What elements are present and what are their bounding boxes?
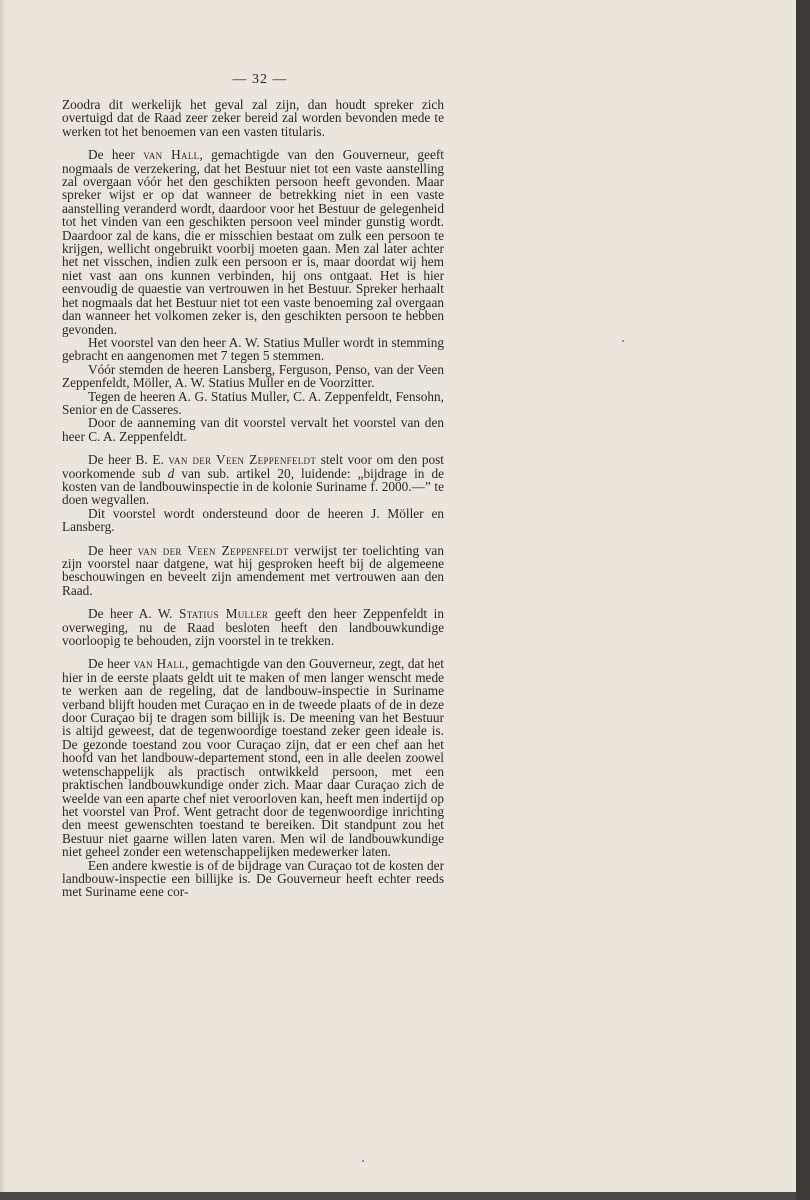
paragraph <box>62 148 444 336</box>
text-run: Een andere kwestie is of de bijdrage van Curaçao tot de kosten der landbouw-inspectie een billijke is. De Gouverneur heeft echter reeds met Suriname eene cor- <box>62 857 444 900</box>
text-run: De heer <box>88 656 134 672</box>
text-run: , gemachtigde van den Gouverneur, geeft nogmaals de verzekering, dat het Bestuur niet tot een vaste aanstelling zal overgaan vóór het den geschikten persoon heeft gevonden. Maar spreker wijst er op dat wanneer de betrekking niet in een vaste aanstelling veranderd wordt, daardoor voor het Bestuur de gelegenheid tot het vinden van een geschikten persoon veel minder gunstig wordt. Daardoor zal de kans, die er misschien bestaat om zulk een persoon te krijgen, wellicht ongebruikt voorbij moeten gaan. Men zal later achter het net visschen, indien zulk een persoon er is, maar doordat wij hem niet vast aan ons kunnen verbinden, hij ons ontgaat. Het is hier eenvoudig de quaestie van vertrouwen in het Bestuur. Spreker herhaalt het nogmaals dat het Bestuur niet tot een vaste benoeming zal overgaan dan wanneer het volkomen zeker is, den geschikten persoon te hebben gevonden. <box>62 147 444 337</box>
page-number: — 32 — <box>232 72 288 87</box>
italic-text: d <box>167 465 175 481</box>
paragraph <box>62 544 444 598</box>
name-smallcaps: van Hall <box>133 656 185 672</box>
paragraph <box>62 336 444 363</box>
text-run: stelt voor om den post voorkomende sub <box>62 452 444 481</box>
name-smallcaps: van der Veen Zeppenfeldt <box>137 542 289 558</box>
text-run: Dit voorstel wordt ondersteund door de heeren J. Möller en Lansberg. <box>62 505 444 535</box>
text-run: Vóór stemden de heeren Lansberg, Ferguson, Penso, van der Veen Zeppenfeldt, Möller, A. W. Statius Muller en de Voorzitter. <box>62 361 444 391</box>
body-text <box>62 98 444 899</box>
paragraph <box>62 657 444 858</box>
text-run: geeft den heer Zeppenfeldt in overweging, nu de Raad besloten heeft den landbouwkundige voorloopig te behouden, zijn voorstel in te trekken. <box>62 606 444 649</box>
scan-background-edge <box>796 0 810 1200</box>
text-run: Het voorstel van den heer A. W. Statius Muller wordt in stemming gebracht en aangenomen met 7 tegen 5 stemmen. <box>62 334 444 364</box>
text-run: Tegen de heeren A. G. Statius Muller, C. A. Zeppenfeldt, Fensohn, Senior en de Casseres. <box>62 388 444 417</box>
paragraph <box>62 390 444 417</box>
paragraph <box>62 98 444 138</box>
text-run: Door de aanneming van dit voorstel vervalt het voorstel van den heer C. A. Zeppenfeldt. <box>62 415 444 444</box>
text-run: , gemachtigde van den Gouverneur, zegt, dat het hier in de eerste plaats geldt uit te maken of men langer wenscht mede te werken aan de regeling, dat de landbouw-inspectie in Suriname verband blijft houden met Curaçao en in de tweede plaats of de in deze door Curaçao bij te dragen som billijk is. De meening van het Bestuur is altijd geweest, dat de tegenwoordige toestand zeker geen ideale is. De gezonde toestand zou voor Curaçao zijn, dat er een chef aan het hoofd van het landbouw-departement stond, een in alle deelen zoowel wetenschappelijk als practisch ontwikkeld persoon, met een praktischen landbouwkundige onder zich. Maar daar Curaçao zich de weelde van een aparte chef niet veroorloven kan, heeft men indertijd op het voorstel van Prof. Went getracht door de tegenwoordige inrichting den meest gewenschten toestand te bereiken. Dit standpunt zou het Bestuur niet gaarne willen laten varen. Men wil de landbouwkundige niet geheel zonder een wetenschappelijken medewerker laten. <box>62 656 444 860</box>
paragraph <box>62 859 444 899</box>
paper-speck <box>362 1160 364 1162</box>
name-smallcaps: van der Veen Zeppenfeldt <box>168 452 317 468</box>
text-run: De heer B. E. <box>88 452 169 468</box>
name-smallcaps: van Hall <box>143 147 200 163</box>
text-run: De heer A. W. <box>88 606 180 622</box>
text-run: Zoodra dit werkelijk het geval zal zijn, dan houdt spreker zich overtuigd dat de Raad zeer zeker bereid zal worden bevonden mede te werken tot het benoemen van een vasten titularis. <box>62 97 444 139</box>
paragraph <box>62 453 444 507</box>
name-smallcaps: Statius Muller <box>179 606 269 622</box>
paragraph <box>62 607 444 647</box>
text-run: van sub. artikel 20, luidende: „bijdrage in de kosten van de landbouwinspectie in de kolonie Suriname f. 2000.—” te doen wegvallen. <box>62 465 445 508</box>
text-run: De heer <box>88 542 138 558</box>
paragraph <box>62 363 444 390</box>
paper-speck <box>622 340 624 342</box>
paragraph <box>62 416 444 443</box>
paragraph <box>62 507 444 534</box>
text-run: verwijst ter toelichting van zijn voorstel naar datgene, wat hij gesproken heeft bij de algemeene beschouwingen en beveelt zijn amendement met vertrouwen aan den Raad. <box>62 542 444 598</box>
text-run: De heer <box>88 147 144 163</box>
page-spine-shadow <box>0 0 6 1192</box>
